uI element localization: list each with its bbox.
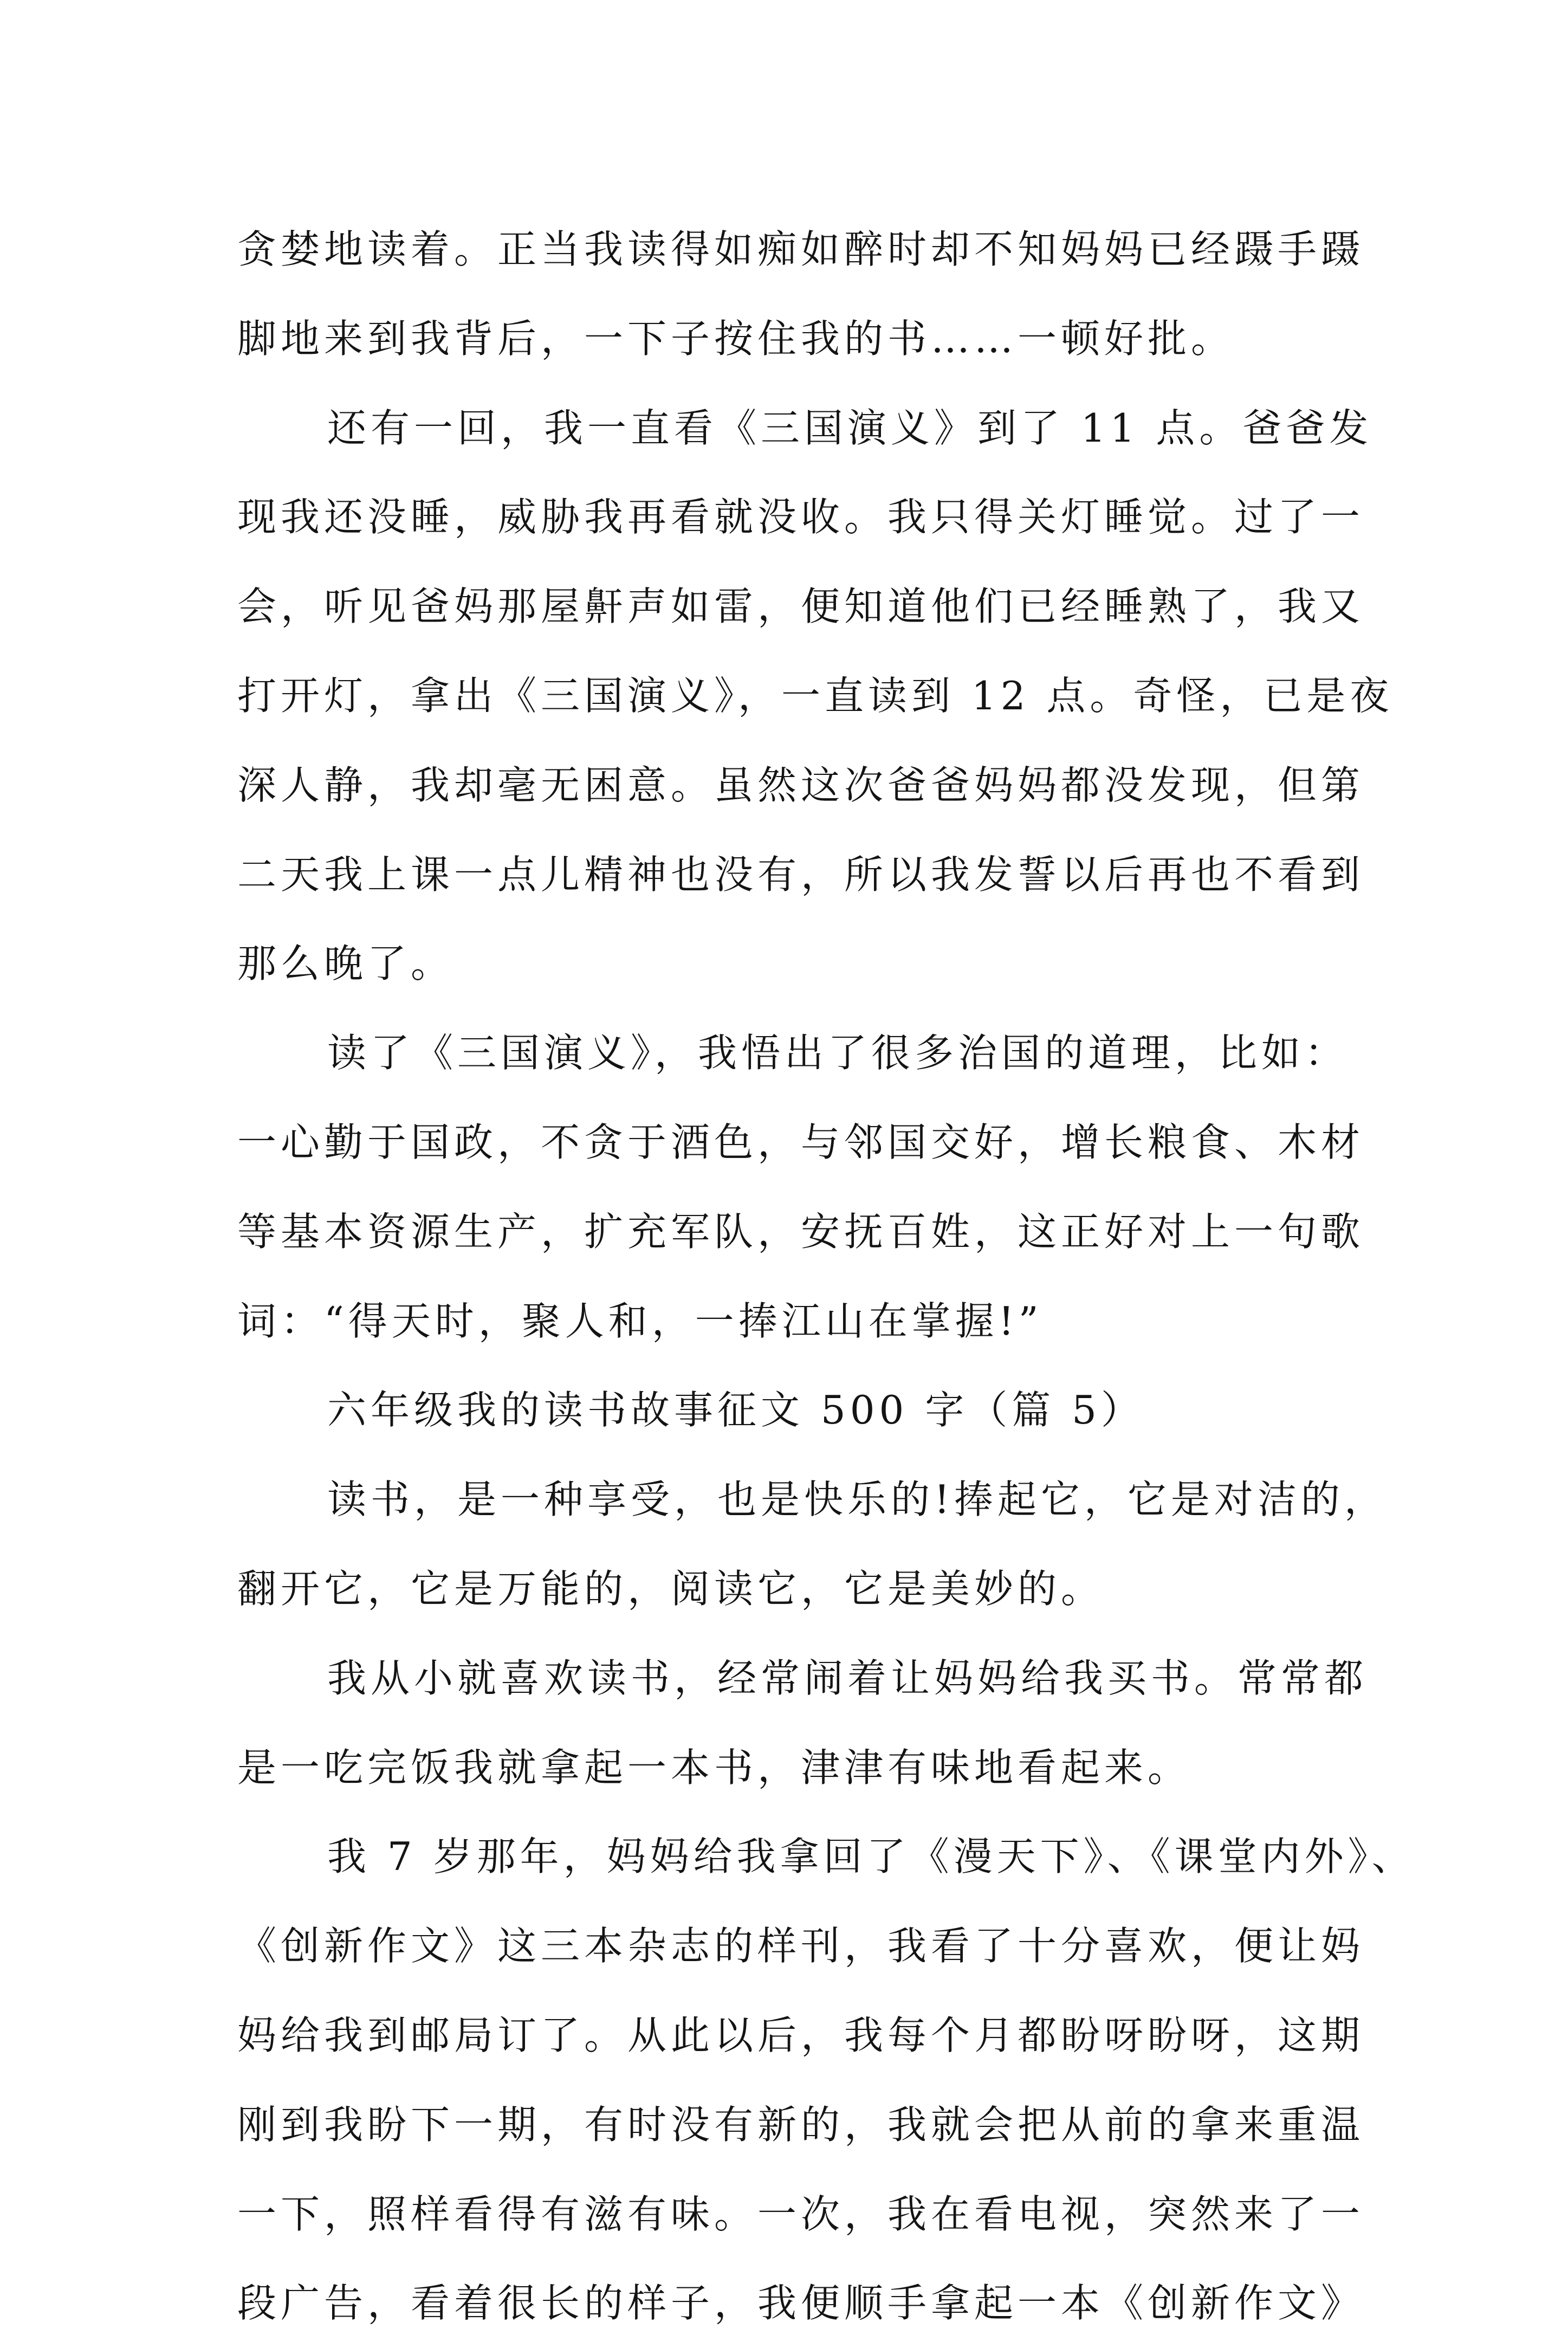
text-line: 是一吃完饭我就拿起一本书，津津有味地看起来。 [237, 1744, 1191, 1790]
text-line: 词：“得天时，聚人和，一捧江山在掌握!” [237, 1298, 1043, 1344]
text-line: 那么晚了。 [237, 941, 455, 987]
text-line: 一下，照样看得有滋有味。一次，我在看电视，突然来了一 [237, 2191, 1365, 2237]
text-line: 段广告，看着很长的样子，我便顺手拿起一本《创新作文》 [237, 2280, 1365, 2326]
paragraph-start-line: 我 7 岁那年，妈妈给我拿回了《漫天下》、《课堂内外》、 [327, 1834, 1415, 1880]
text-line: 贪婪地读着。正当我读得如痴如醉时却不知妈妈已经蹑手蹑 [237, 227, 1365, 272]
section-heading: 六年级我的读书故事征文 500 字（篇 5） [327, 1387, 1144, 1433]
text-line: 等基本资源生产，扩充军队，安抚百姓，这正好对上一句歌 [237, 1208, 1365, 1254]
paragraph-start-line: 读了《三国演义》，我悟出了很多治国的道理，比如： [327, 1030, 1349, 1076]
document-body [237, 205, 1415, 2348]
text-line: 翻开它，它是万能的，阅读它，它是美妙的。 [237, 1566, 1105, 1612]
text-line: 妈给我到邮局订了。从此以后，我每个月都盼呀盼呀，这期 [237, 2012, 1365, 2058]
text-line: 刚到我盼下一期，有时没有新的，我就会把从前的拿来重温 [237, 2101, 1365, 2148]
text-line: 会，听见爸妈那屋鼾声如雷，便知道他们已经睡熟了，我又 [237, 584, 1365, 630]
text-line: 脚地来到我背后，一下子按住我的书……一顿好批。 [237, 315, 1235, 361]
paragraph-start-line: 读书，是一种享受，也是快乐的!捧起它，它是对洁的， [327, 1477, 1388, 1523]
text-line: 深人静，我却毫无困意。虽然这次爸爸妈妈都没发现，但第 [237, 762, 1365, 808]
text-line: 打开灯，拿出《三国演义》，一直读到 12 点。奇怪，已是夜 [237, 672, 1394, 719]
paragraph-start-line: 我从小就喜欢读书，经常闹着让妈妈给我买书。常常都 [327, 1655, 1368, 1701]
text-line: 《创新作文》这三本杂志的样刊，我看了十分喜欢，便让妈 [237, 1923, 1365, 1969]
text-line: 现我还没睡，威胁我再看就没收。我只得关灯睡觉。过了一 [237, 494, 1365, 540]
text-line: 二天我上课一点儿精神也没有，所以我发誓以后再也不看到 [237, 851, 1365, 897]
paragraph-start-line: 还有一回，我一直看《三国演义》到了 11 点。爸爸发 [327, 405, 1373, 451]
text-line: 一心勤于国政，不贪于酒色，与邻国交好，增长粮食、木材 [237, 1119, 1365, 1165]
